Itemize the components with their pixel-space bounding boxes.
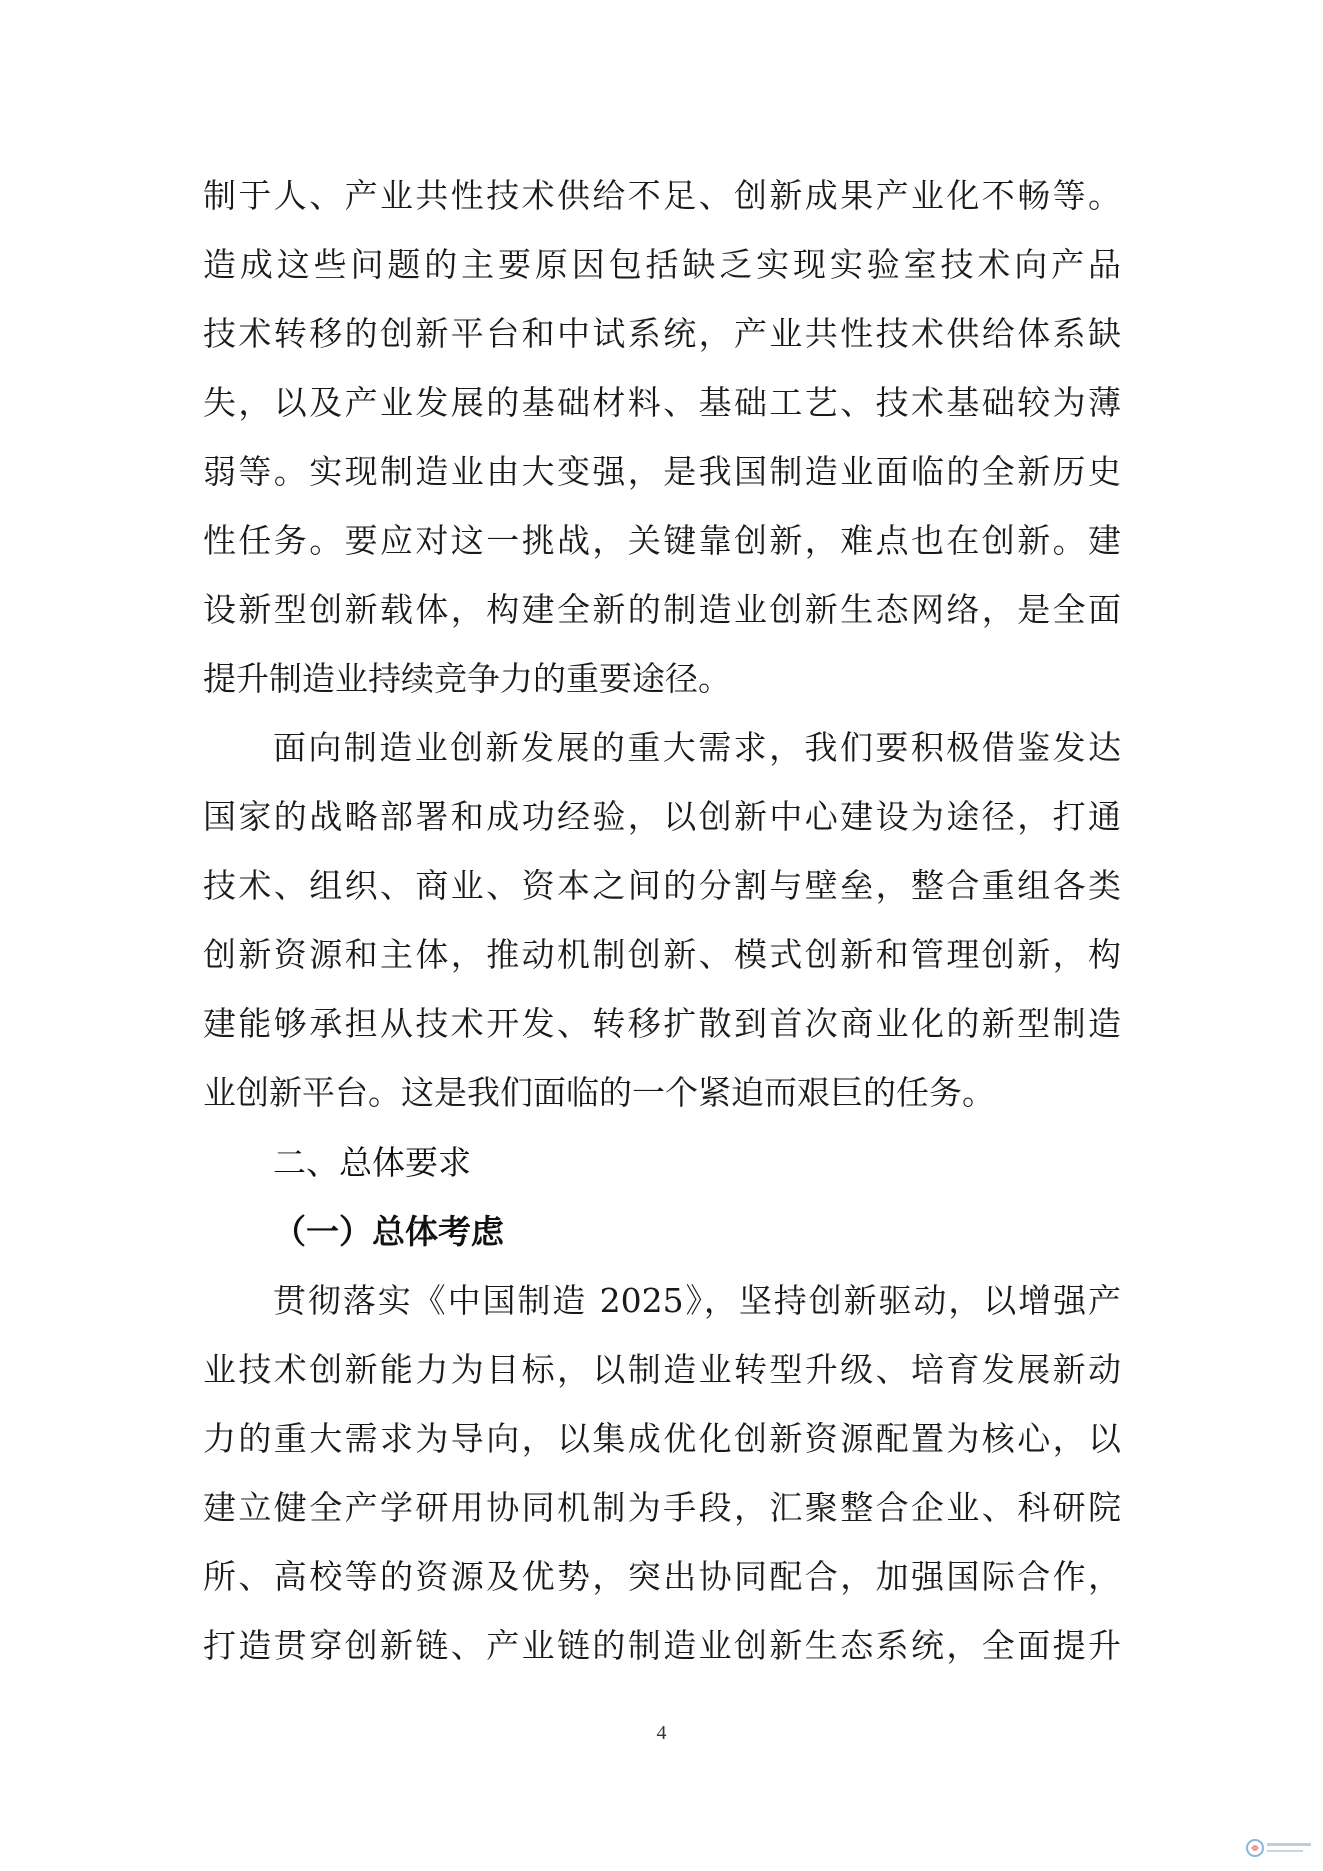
paragraph-line: 制于人、产业共性技术供给不足、创新成果产业化不畅等。 xyxy=(203,176,1121,215)
paragraph-line: 打造贯穿创新链、产业链的制造业创新生态系统，全面提升 xyxy=(203,1626,1121,1665)
paragraph-line: 性任务。要应对这一挑战，关键靠创新，难点也在创新。建 xyxy=(203,521,1121,560)
paragraph-line: 弱等。实现制造业由大变强，是我国制造业面临的全新历史 xyxy=(203,452,1121,491)
paragraph-line: 业技术创新能力为目标，以制造业转型升级、培育发展新动 xyxy=(203,1350,1121,1389)
paragraph-line: 业创新平台。这是我们面临的一个紧迫而艰巨的任务。 xyxy=(203,1073,995,1112)
paragraph-line: 提升制造业持续竞争力的重要途径。 xyxy=(203,659,731,698)
paragraph-line: 力的重大需求为导向，以集成优化创新资源配置为核心，以 xyxy=(203,1419,1121,1458)
paragraph-line: 创新资源和主体，推动机制创新、模式创新和管理创新，构 xyxy=(203,935,1121,974)
paragraph-line: 国家的战略部署和成功经验，以创新中心建设为途径，打通 xyxy=(203,797,1121,836)
section-heading: 二、总体要求 xyxy=(273,1143,471,1182)
watermark-logo-icon xyxy=(1245,1835,1315,1861)
paragraph-line: 失，以及产业发展的基础材料、基础工艺、技术基础较为薄 xyxy=(203,383,1121,422)
subsection-heading: （一）总体考虑 xyxy=(273,1212,504,1251)
paragraph-line: 建立健全产学研用协同机制为手段，汇聚整合企业、科研院 xyxy=(203,1488,1121,1527)
paragraph-line: 所、高校等的资源及优势，突出协同配合，加强国际合作， xyxy=(203,1557,1121,1596)
paragraph-line: 技术转移的创新平台和中试系统，产业共性技术供给体系缺 xyxy=(203,314,1121,353)
paragraph-line: 技术、组织、商业、资本之间的分割与壁垒，整合重组各类 xyxy=(203,866,1121,905)
paragraph-line: 造成这些问题的主要原因包括缺乏实现实验室技术向产品 xyxy=(203,245,1121,284)
paragraph-line: 贯彻落实《中国制造 2025》，坚持创新驱动，以增强产 xyxy=(273,1281,1121,1320)
paragraph-line: 设新型创新载体，构建全新的制造业创新生态网络，是全面 xyxy=(203,590,1121,629)
page-number: 4 xyxy=(656,1722,667,1744)
paragraph-line: 面向制造业创新发展的重大需求，我们要积极借鉴发达 xyxy=(273,728,1121,767)
paragraph-line: 建能够承担从技术开发、转移扩散到首次商业化的新型制造 xyxy=(203,1004,1121,1043)
